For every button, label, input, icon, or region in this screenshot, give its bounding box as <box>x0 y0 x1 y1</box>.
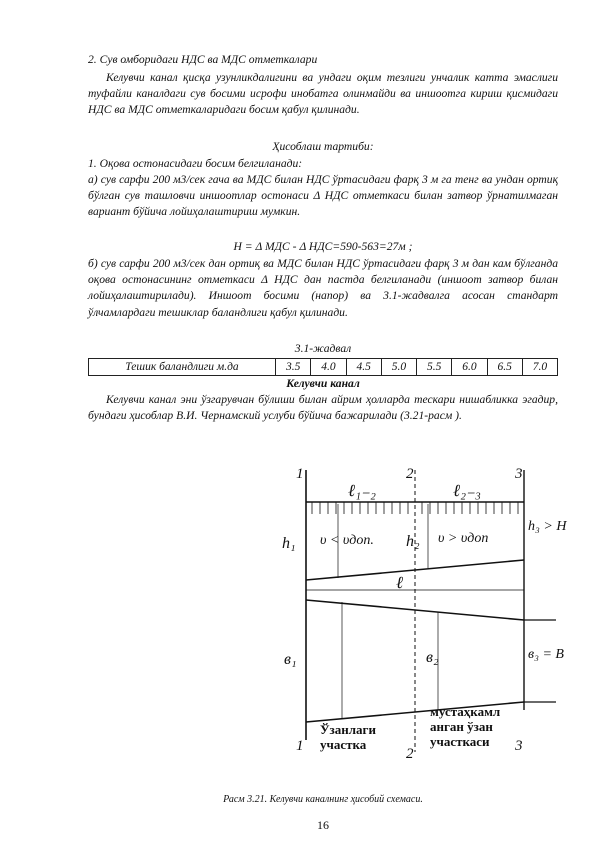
table-cell: 3.5 <box>276 359 311 376</box>
channel-paragraph: Келувчи канал эни ўзгарувчан бўлиши билан айрим ҳолларда тескари нишабликка эгадир, бундаги ҳисоблар В.И. Чернамский услуби бўйича бажарилади (3.21-расм ). <box>88 393 558 423</box>
page-number: 16 <box>317 818 329 832</box>
h3-label: h₃ > H <box>528 519 567 534</box>
lined-section-label-3: участкаси <box>430 734 490 749</box>
section-num-1-bottom: 1 <box>296 738 304 754</box>
section-num-3-bottom: 3 <box>515 738 523 754</box>
length-l23-label: ℓ₂₋₃ <box>453 481 481 500</box>
section-num-1-top: 1 <box>296 466 304 482</box>
table-cell: 7.0 <box>522 359 557 376</box>
b1-label: в₁ <box>284 651 297 668</box>
velocity-left-label: υ < υдоп. <box>320 533 374 548</box>
subsection-title: Келувчи канал <box>286 377 360 390</box>
intro-paragraph: Келувчи канал қисқа узунликдалигини ва ундаги оқим тезлиги унчалик катта эмаслиги туфайли каналдаги сув босими исрофи инобатга олинмайди ва иншоотга кириш қисмидаги НДС ва МДС отметкаларидаги босим қабул қилинади. <box>88 71 558 117</box>
b2-label: в₂ <box>426 649 439 666</box>
table-cell: 4.0 <box>311 359 346 376</box>
lined-section-label-2: анган ўзан <box>430 719 493 734</box>
total-length-label: ℓ <box>396 573 404 592</box>
table-cell: 5.5 <box>417 359 452 376</box>
opening-height-table <box>88 358 558 376</box>
section-heading: 2. Сув омборидаги НДС ва МДС отметкалари <box>88 53 318 66</box>
table-row <box>89 359 558 376</box>
inlet-channel-diagram <box>278 462 567 764</box>
velocity-right-label: υ > υдоп <box>438 531 489 546</box>
step-one: 1. Оқова остонасидаги босим белгиланади: <box>88 157 303 170</box>
unlined-section-label: Ўзанлаги <box>320 722 376 737</box>
paragraph-a: а) сув сарфи 200 м3/сек гача ва МДС билан НДС ўртасидаги фарқ 3 м га тенг ва ундан ортиқ бўлган сув ташловчи иншоотлар остонаси Δ НДС отметкаси билан затвор ўрнатилмаган вариант бўйича лойиҳалаштириш мумкин. <box>88 173 558 219</box>
table-cell: 4.5 <box>346 359 381 376</box>
b3-label: в₃ = В <box>528 647 564 662</box>
section-num-3-top: 3 <box>515 466 523 482</box>
procedure-title: Ҳисоблаш тартиби: <box>272 140 374 153</box>
table-label-cell: Тешик баландлиги м.да <box>89 359 276 376</box>
length-l12-label: ℓ₁₋₂ <box>348 481 376 500</box>
figure-caption: Расм 3.21. Келувчи каналнинг ҳисобий схемаси. <box>223 794 423 805</box>
unlined-section-label-2: участка <box>320 737 367 752</box>
table-cell: 6.5 <box>487 359 522 376</box>
h1-label: h₁ <box>282 535 296 552</box>
section-num-2-bottom: 2 <box>406 746 414 762</box>
h2-label: h₂ <box>406 533 420 550</box>
table-cell: 5.0 <box>381 359 416 376</box>
table-cell: 6.0 <box>452 359 487 376</box>
lined-section-label: мустаҳкамл <box>430 704 501 719</box>
section-num-2-top: 2 <box>406 466 414 482</box>
formula: Н = Δ МДС - Δ НДС=590-563=27м ; <box>233 240 413 253</box>
paragraph-b: б) сув сарфи 200 м3/сек дан ортиқ ва МДС билан НДС ўртасидаги фарқ 3 м дан кам бўлганда оқова остонасининг отметкаси Δ НДС дан пастда белгиланади (иншоот затвор билан лойиҳалаштирилади). Иншоот босими (напор) ва 3.1-жадвалга асосан стандарт ўлчамлардаги тешиклар баландлиги қабул қилинади. <box>88 257 558 319</box>
table-caption: 3.1-жадвал <box>294 342 352 355</box>
